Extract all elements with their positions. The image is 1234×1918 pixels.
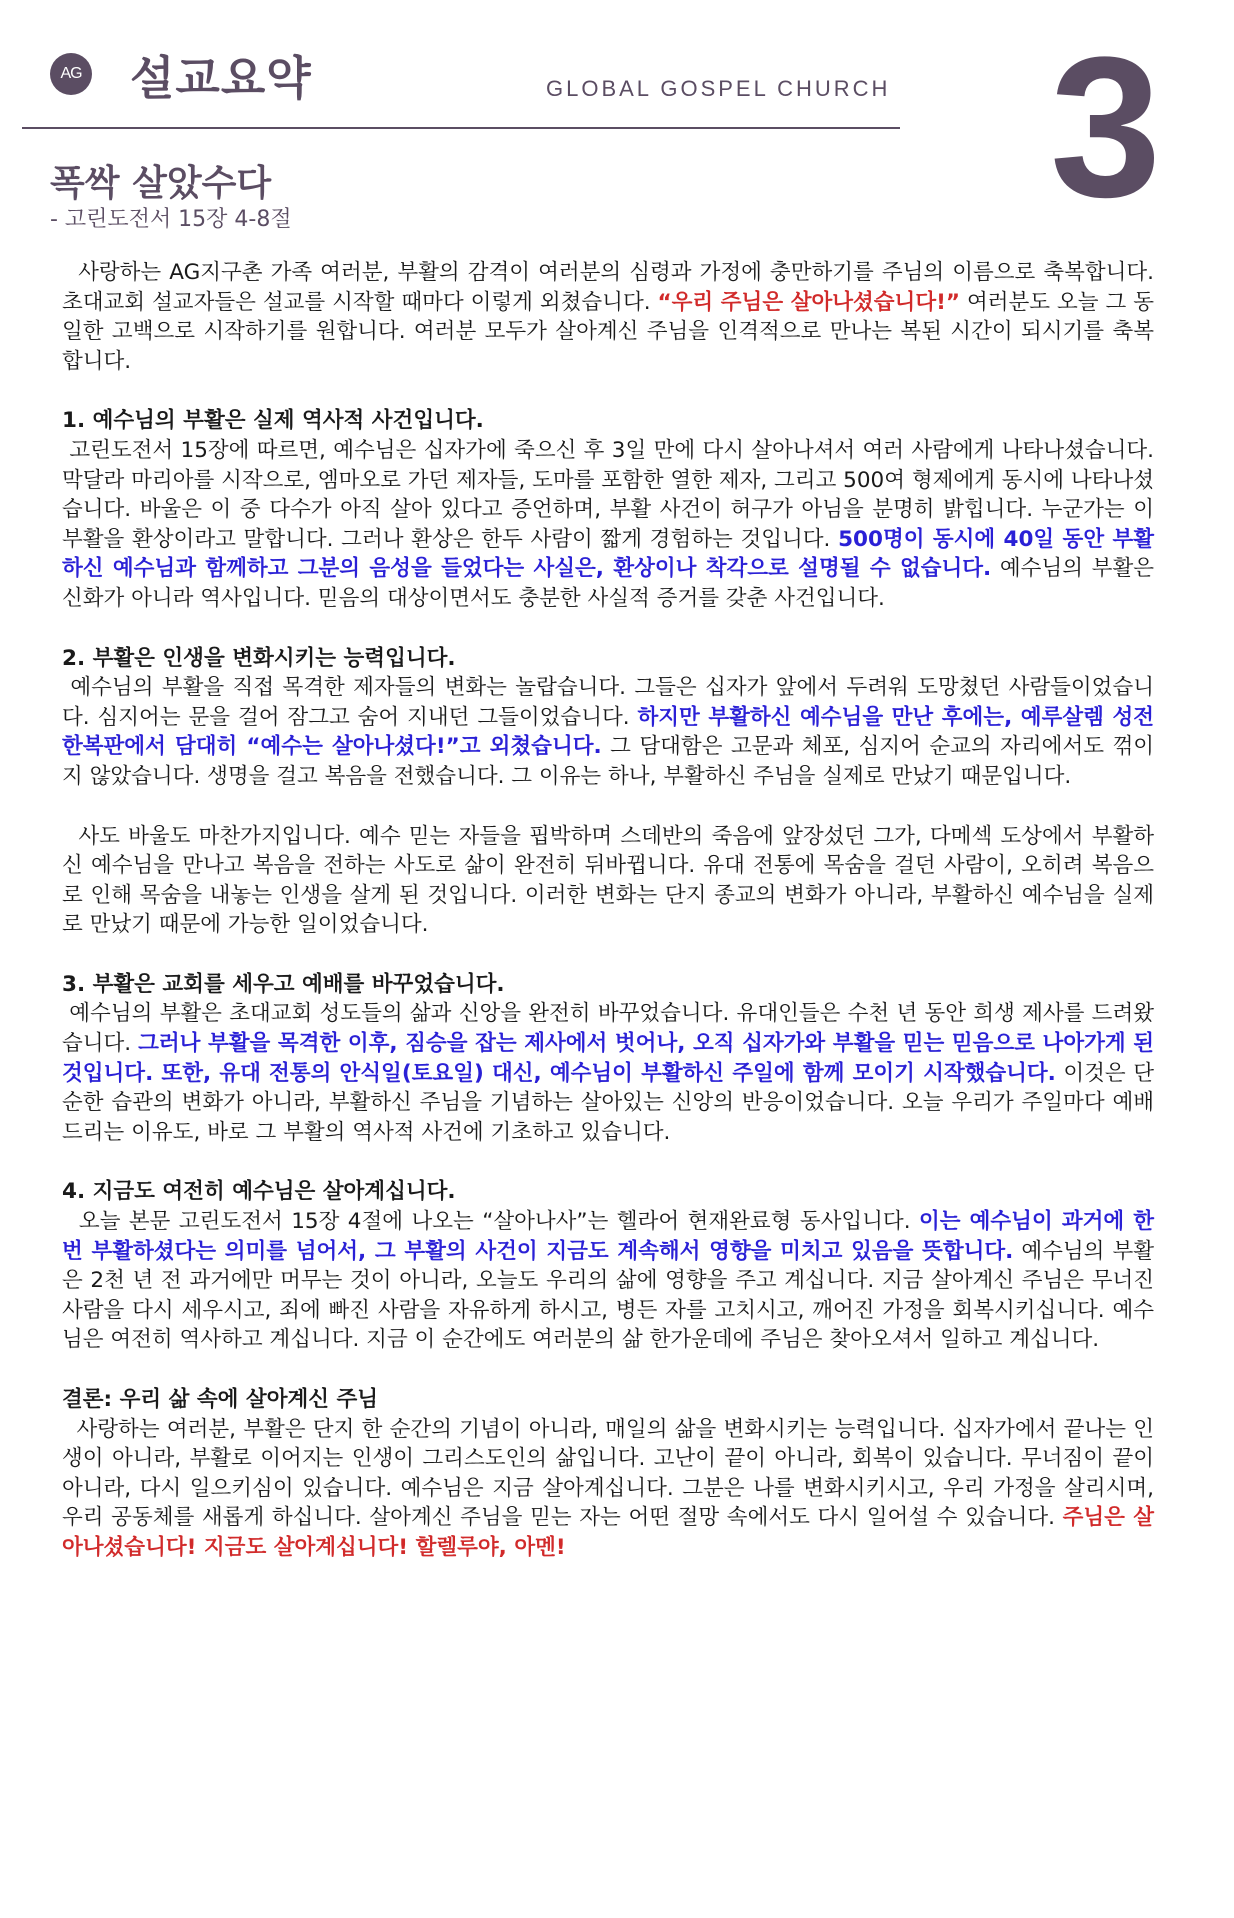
point-2-text-2: 그 담대함은 고문과 체포, 심지어 순교의 자리에서도 꺾이지 않았습니다. 생명을 걸고 복음을 전했습니다. 그 이유는 하나, 부활하신 주님을 실제로 만났기 때문입니다. (62, 734, 1154, 789)
point-3-heading: 3. 부활은 교회를 세우고 예배를 바꾸었습니다. (62, 971, 505, 997)
page-number: 3 (1050, 16, 1162, 239)
conclusion-heading: 결론: 우리 삶 속에 살아계신 주님 (62, 1387, 379, 1412)
conclusion-highlight: 주님은 살아나셨습니다! 지금도 살아계십니다! 할렐루야, 아멘! (62, 1505, 1155, 1560)
point-4-highlight: 이는 예수님이 과거에 한 번 부활하셨다는 의미를 넘어서, 그 부활의 사건이 지금도 계속해서 영향을 미치고 있음을 뜻합니다. (62, 1209, 1155, 1264)
point-3-text: 예수님의 부활은 초대교회 성도들의 삶과 신앙을 완전히 바꾸었습니다. 유대인들은 수천 년 동안 희생 제사를 드려왔습니다. (62, 1001, 1154, 1057)
point-2-highlight: 하지만 부활하신 예수님을 만난 후에는, 예루살렘 성전 한복판에서 담대히 “예수는 살아나셨다!”고 외쳤습니다. (62, 704, 1154, 760)
point-1-highlight: 500명이 동시에 40일 동안 부활하신 예수님과 함께하고 그분의 음성을 들었다는 사실은, 환상이나 착각으로 설명될 수 없습니다. (62, 526, 1154, 582)
intro-paragraph (62, 258, 1154, 376)
point-3-highlight: 그러나 부활을 목격한 이후, 짐승을 잡는 제사에서 벗어나, 오직 십자가와 부활을 믿는 믿음으로 나아가게 된 것입니다. 또한, 유대 전통의 안식일(토요일) 대신, 예수님이 부활하신 주일에 함께 모이기 시작했습니다. (62, 1031, 1154, 1086)
point-2-extra-text: 사도 바울도 마찬가지입니다. 예수 믿는 자들을 핍박하며 스데반의 죽음에 앞장섰던 그가, 다메섹 도상에서 부활하신 예수님을 만나고 복음을 전하는 사도로 삶이 완전히 뒤바뀝니다. 유대 전통에 목숨을 걸던 사람이, 오히려 복음으로 인해 목숨을 내놓는 인생을 살게 된 것입니다. 이러한 변화는 단지 종교의 변화가 아니라, 부활하신 예수님을 실제로 만났기 때문에 가능한 일이었습니다. (62, 823, 1154, 938)
intro-highlight: “우리 주님은 살아나셨습니다!” (657, 289, 961, 315)
point-4-heading: 4. 지금도 여전히 예수님은 살아계십니다. (62, 1179, 456, 1205)
scripture-reference: - 고린도전서 15장 4-8절 (50, 207, 292, 232)
point-2-text: 예수님의 부활을 직접 목격한 제자들의 변화는 놀랍습니다. 그들은 십자가 앞에서 두려워 도망쳤던 사람들이었습니다. 심지어는 문을 걸어 잠그고 숨어 지내던 그들이었습니다. (62, 675, 1154, 730)
section-title: 설교요약 (130, 51, 312, 105)
point-1-heading: 1. 예수님의 부활은 실제 역사적 사건입니다. (62, 408, 484, 434)
point-3-text-2: 이것은 단순한 습관의 변화가 아니라, 부활하신 주님을 기념하는 살아있는 신앙의 반응이었습니다. 오늘 우리가 주일마다 예배드리는 이유도, 바로 그 부활의 역사적 사건에 기초하고 있습니다. (62, 1060, 1154, 1145)
ag-logo: AG (50, 53, 92, 95)
point-2-paragraph (62, 673, 1154, 791)
header-divider (22, 127, 900, 129)
point-3-paragraph (62, 999, 1154, 1147)
point-4-text-2: 예수님의 부활은 2천 년 전 과거에만 머무는 것이 아니라, 오늘도 우리의 삶에 영향을 주고 계십니다. 지금 살아계신 주님은 무너진 사람을 다시 세우시고, 죄에 빠진 사람을 자유하게 하시고, 병든 자를 고치시고, 깨어진 가정을 회복시키십니다. 예수님은 여전히 역사하고 계십니다. 지금 이 순간에도 여러분의 삶 한가운데에 주님은 찾아오셔서 일하고 계십니다. (62, 1238, 1154, 1353)
point-4-paragraph (62, 1207, 1154, 1355)
conclusion-text: 사랑하는 여러분, 부활은 단지 한 순간의 기념이 아니라, 매일의 삶을 변화시키는 능력입니다. 십자가에서 끝나는 인생이 아니라, 부활로 이어지는 인생이 그리스도인의 삶입니다. 고난이 끝이 아니라, 회복이 있습니다. 무너짐이 끝이 아니라, 다시 일으키심이 있습니다. 예수님은 지금 살아계십니다. 그분은 나를 변화시키시고, 우리 가정을 살리시며, 우리 공동체를 새롭게 하십니다. 살아계신 주님을 믿는 자는 어떤 절망 속에서도 다시 일어설 수 있습니다. (62, 1416, 1154, 1531)
point-1-text: 고린도전서 15장에 따르면, 예수님은 십자가에 죽으신 후 3일 만에 다시 살아나셔서 여러 사람에게 나타나셨습니다. 막달라 마리아를 시작으로, 엠마오로 가던 제자들, 도마를 포함한 열한 제자, 그리고 500여 형제에게 동시에 나타나셨습니다. 바울은 이 중 다수가 아직 살아 있다고 증언하며, 부활 사건이 허구가 아님을 분명히 밝힙니다. 누군가는 이 부활을 환상이라고 말합니다. 그러나 환상은 한두 사람이 짧게 경험하는 것입니다. (62, 437, 1154, 552)
conclusion-paragraph (62, 1415, 1154, 1563)
point-4-text: 오늘 본문 고린도전서 15장 4절에 나오는 “살아나사”는 헬라어 현재완료형 동사입니다. (78, 1209, 919, 1235)
point-1-text-2: 예수님의 부활은 신화가 아니라 역사입니다. 믿음의 대상이면서도 충분한 사실적 증거를 갖춘 사건입니다. (62, 556, 1154, 611)
point-2-heading: 2. 부활은 인생을 변화시키는 능력입니다. (62, 645, 456, 671)
point-2-extra-paragraph (62, 822, 1154, 940)
intro-text-2: 여러분도 오늘 그 동일한 고백으로 시작하기를 원합니다. 여러분 모두가 살아계신 주님을 인격적으로 만나는 복된 시간이 되시기를 축복합니다. (62, 289, 1155, 374)
sermon-body (62, 258, 1154, 1563)
church-name: GLOBAL GOSPEL CHURCH (546, 76, 891, 101)
point-1-paragraph (62, 436, 1154, 614)
sermon-title: 폭싹 살았수다 (50, 163, 272, 204)
intro-text: 사랑하는 AG지구촌 가족 여러분, 부활의 감격이 여러분의 심령과 가정에 충만하기를 주님의 이름으로 축복합니다. 초대교회 설교자들은 설교를 시작할 때마다 이렇게 외쳤습니다. (62, 260, 1154, 315)
